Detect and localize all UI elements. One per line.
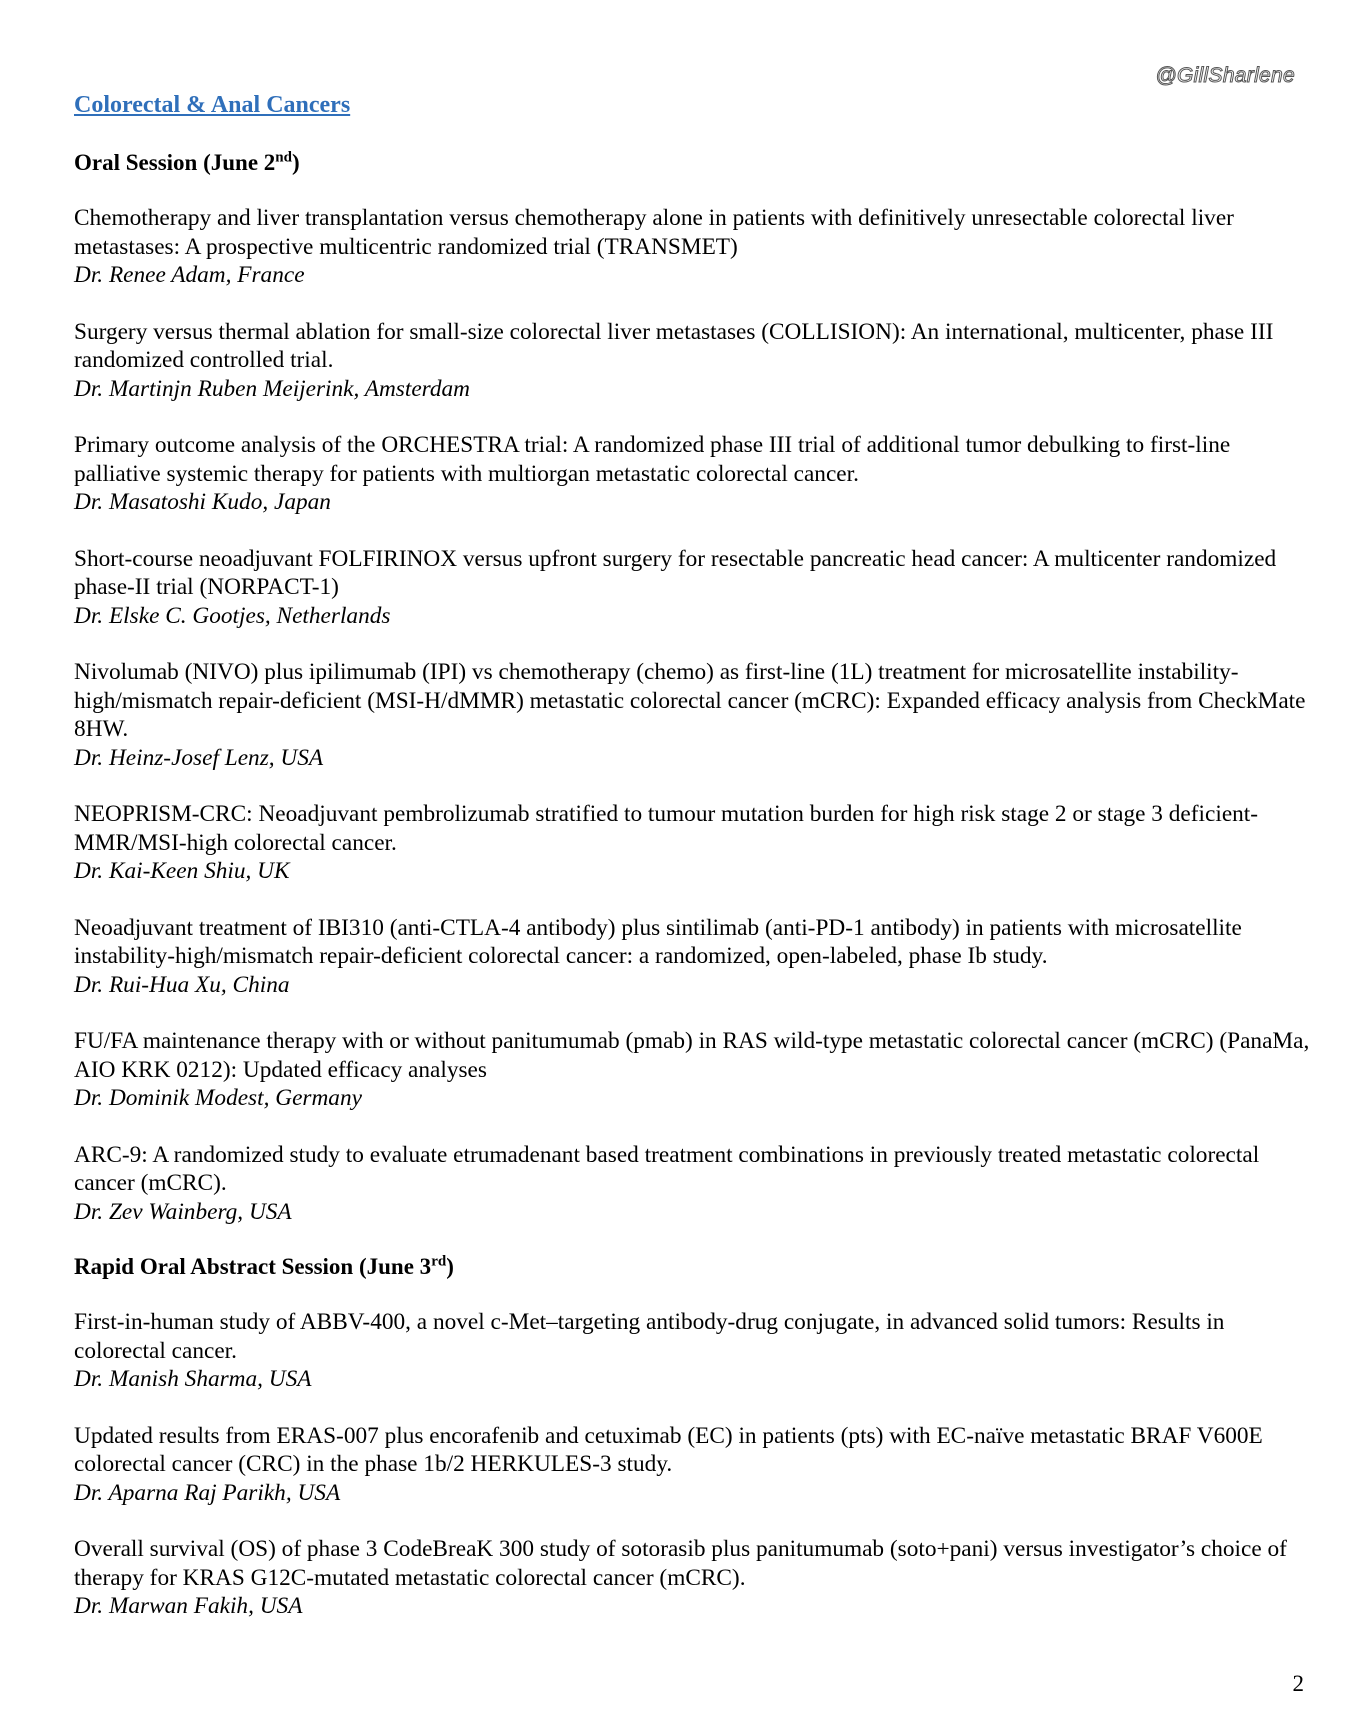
abstract-title: FU/FA maintenance therapy with or without panitumumab (pmab) in RAS wild-type metastatic colorectal cancer (mCRC) (PanaMa, AIO KRK 0212): Updated efficacy analyses — [74, 1028, 1310, 1083]
abstract-entry — [74, 1027, 1314, 1113]
rapid-session-heading — [74, 1250, 1314, 1284]
abstract-speaker: Dr. Manish Sharma, USA — [74, 1366, 312, 1392]
abstract-entry — [74, 658, 1314, 772]
abstract-title: Surgery versus thermal ablation for small-size colorectal liver metastases (COLLISION): An international, multicenter, phase III randomized controlled trial. — [74, 318, 1274, 373]
abstract-title: Short-course neoadjuvant FOLFIRINOX versus upfront surgery for resectable pancreatic head cancer: A multicenter randomized phase-II trial (NORPACT-1) — [74, 545, 1277, 600]
abstract-entry — [74, 1141, 1314, 1227]
abstract-title: First-in-human study of ABBV-400, a novel c-Met–targeting antibody-drug conjugate, in advanced solid tumors: Results in colorectal cancer. — [74, 1309, 1225, 1364]
abstract-entry — [74, 318, 1314, 404]
abstract-entry — [74, 545, 1314, 631]
abstract-speaker: Dr. Rui-Hua Xu, China — [74, 971, 290, 998]
abstract-title: Overall survival (OS) of phase 3 CodeBreaK 300 study of sotorasib plus panitumumab (soto+pani) versus investigator’s choice of therapy for KRAS G12C-mutated metastatic colorectal cancer (mCRC). — [74, 1536, 1287, 1591]
oral-session-heading-sup: nd — [275, 149, 292, 166]
abstract-title: Updated results from ERAS-007 plus encorafenib and cetuximab (EC) in patients (pts) with EC-naïve metastatic BRAF V600E colorectal cancer (CRC) in the phase 1b/2 HERKULES-3 study. — [74, 1422, 1263, 1477]
abstract-entry — [74, 1422, 1314, 1508]
page-number: 2 — [1292, 1671, 1304, 1696]
abstract-entry — [74, 1535, 1314, 1621]
abstract-speaker: Dr. Masatoshi Kudo, Japan — [74, 489, 331, 515]
abstract-entry — [74, 431, 1314, 517]
abstract-title: Primary outcome analysis of the ORCHESTRA trial: A randomized phase III trial of additional tumor debulking to first-line palliative systemic therapy for patients with multiorgan metastatic colorectal cancer. — [74, 432, 1231, 487]
abstract-entry — [74, 914, 1314, 1000]
abstract-speaker: Dr. Kai-Keen Shiu, UK — [74, 858, 290, 884]
rapid-session-heading-sup: rd — [431, 1253, 447, 1270]
abstract-speaker: Dr. Marwan Fakih, USA — [74, 1593, 303, 1619]
watermark: @GillSharlene — [1155, 64, 1295, 87]
oral-session-heading-text: Oral Session (June 2 — [74, 150, 276, 175]
abstract-speaker: Dr. Martinjn Ruben Meijerink, Amsterdam — [74, 375, 471, 402]
abstract-speaker: Dr. Zev Wainberg, USA — [74, 1198, 292, 1225]
abstract-entry — [74, 800, 1314, 886]
abstract-title: Nivolumab (NIVO) plus ipilimumab (IPI) vs chemotherapy (chemo) as first-line (1L) treatment for microsatellite instability-high/mismatch repair-deficient (MSI-H/dMMR) metastatic colorectal cancer (mCRC): Expanded efficacy analysis from CheckMate 8HW. — [74, 659, 1306, 742]
abstract-title: NEOPRISM-CRC: Neoadjuvant pembrolizumab stratified to tumour mutation burden for high risk stage 2 or stage 3 deficient-MMR/MSI-high colorectal cancer. — [74, 801, 1259, 856]
oral-session-heading — [74, 146, 1314, 180]
abstract-speaker: Dr. Aparna Raj Parikh, USA — [74, 1479, 341, 1506]
rapid-session-heading-text: Rapid Oral Abstract Session (June 3 — [74, 1254, 432, 1279]
page-content — [74, 88, 1314, 1621]
abstract-speaker: Dr. Renee Adam, France — [74, 262, 305, 288]
abstract-title: ARC-9: A randomized study to evaluate etrumadenant based treatment combinations in previously treated metastatic colorectal cancer (mCRC). — [74, 1141, 1260, 1196]
abstract-title: Neoadjuvant treatment of IBI310 (anti-CTLA-4 antibody) plus sintilimab (anti-PD-1 antibody) in patients with microsatellite instability-high/mismatch repair-deficient colorectal cancer: a randomized, open-labeled, phase Ib study. — [74, 914, 1242, 969]
abstract-entry — [74, 204, 1314, 290]
abstract-speaker: Dr. Dominik Modest, Germany — [74, 1085, 362, 1111]
abstract-speaker: Dr. Elske C. Gootjes, Netherlands — [74, 602, 391, 629]
section-title-link[interactable]: Colorectal & Anal Cancers — [74, 92, 351, 118]
oral-session-heading-suffix: ) — [291, 150, 300, 175]
abstract-entry — [74, 1308, 1314, 1394]
rapid-session-heading-suffix: ) — [446, 1254, 454, 1279]
abstract-speaker: Dr. Heinz-Josef Lenz, USA — [74, 744, 324, 771]
abstract-title: Chemotherapy and liver transplantation versus chemotherapy alone in patients with definitively unresectable colorectal liver metastases: A prospective multicentric randomized trial (TRANSMET) — [74, 205, 1234, 260]
